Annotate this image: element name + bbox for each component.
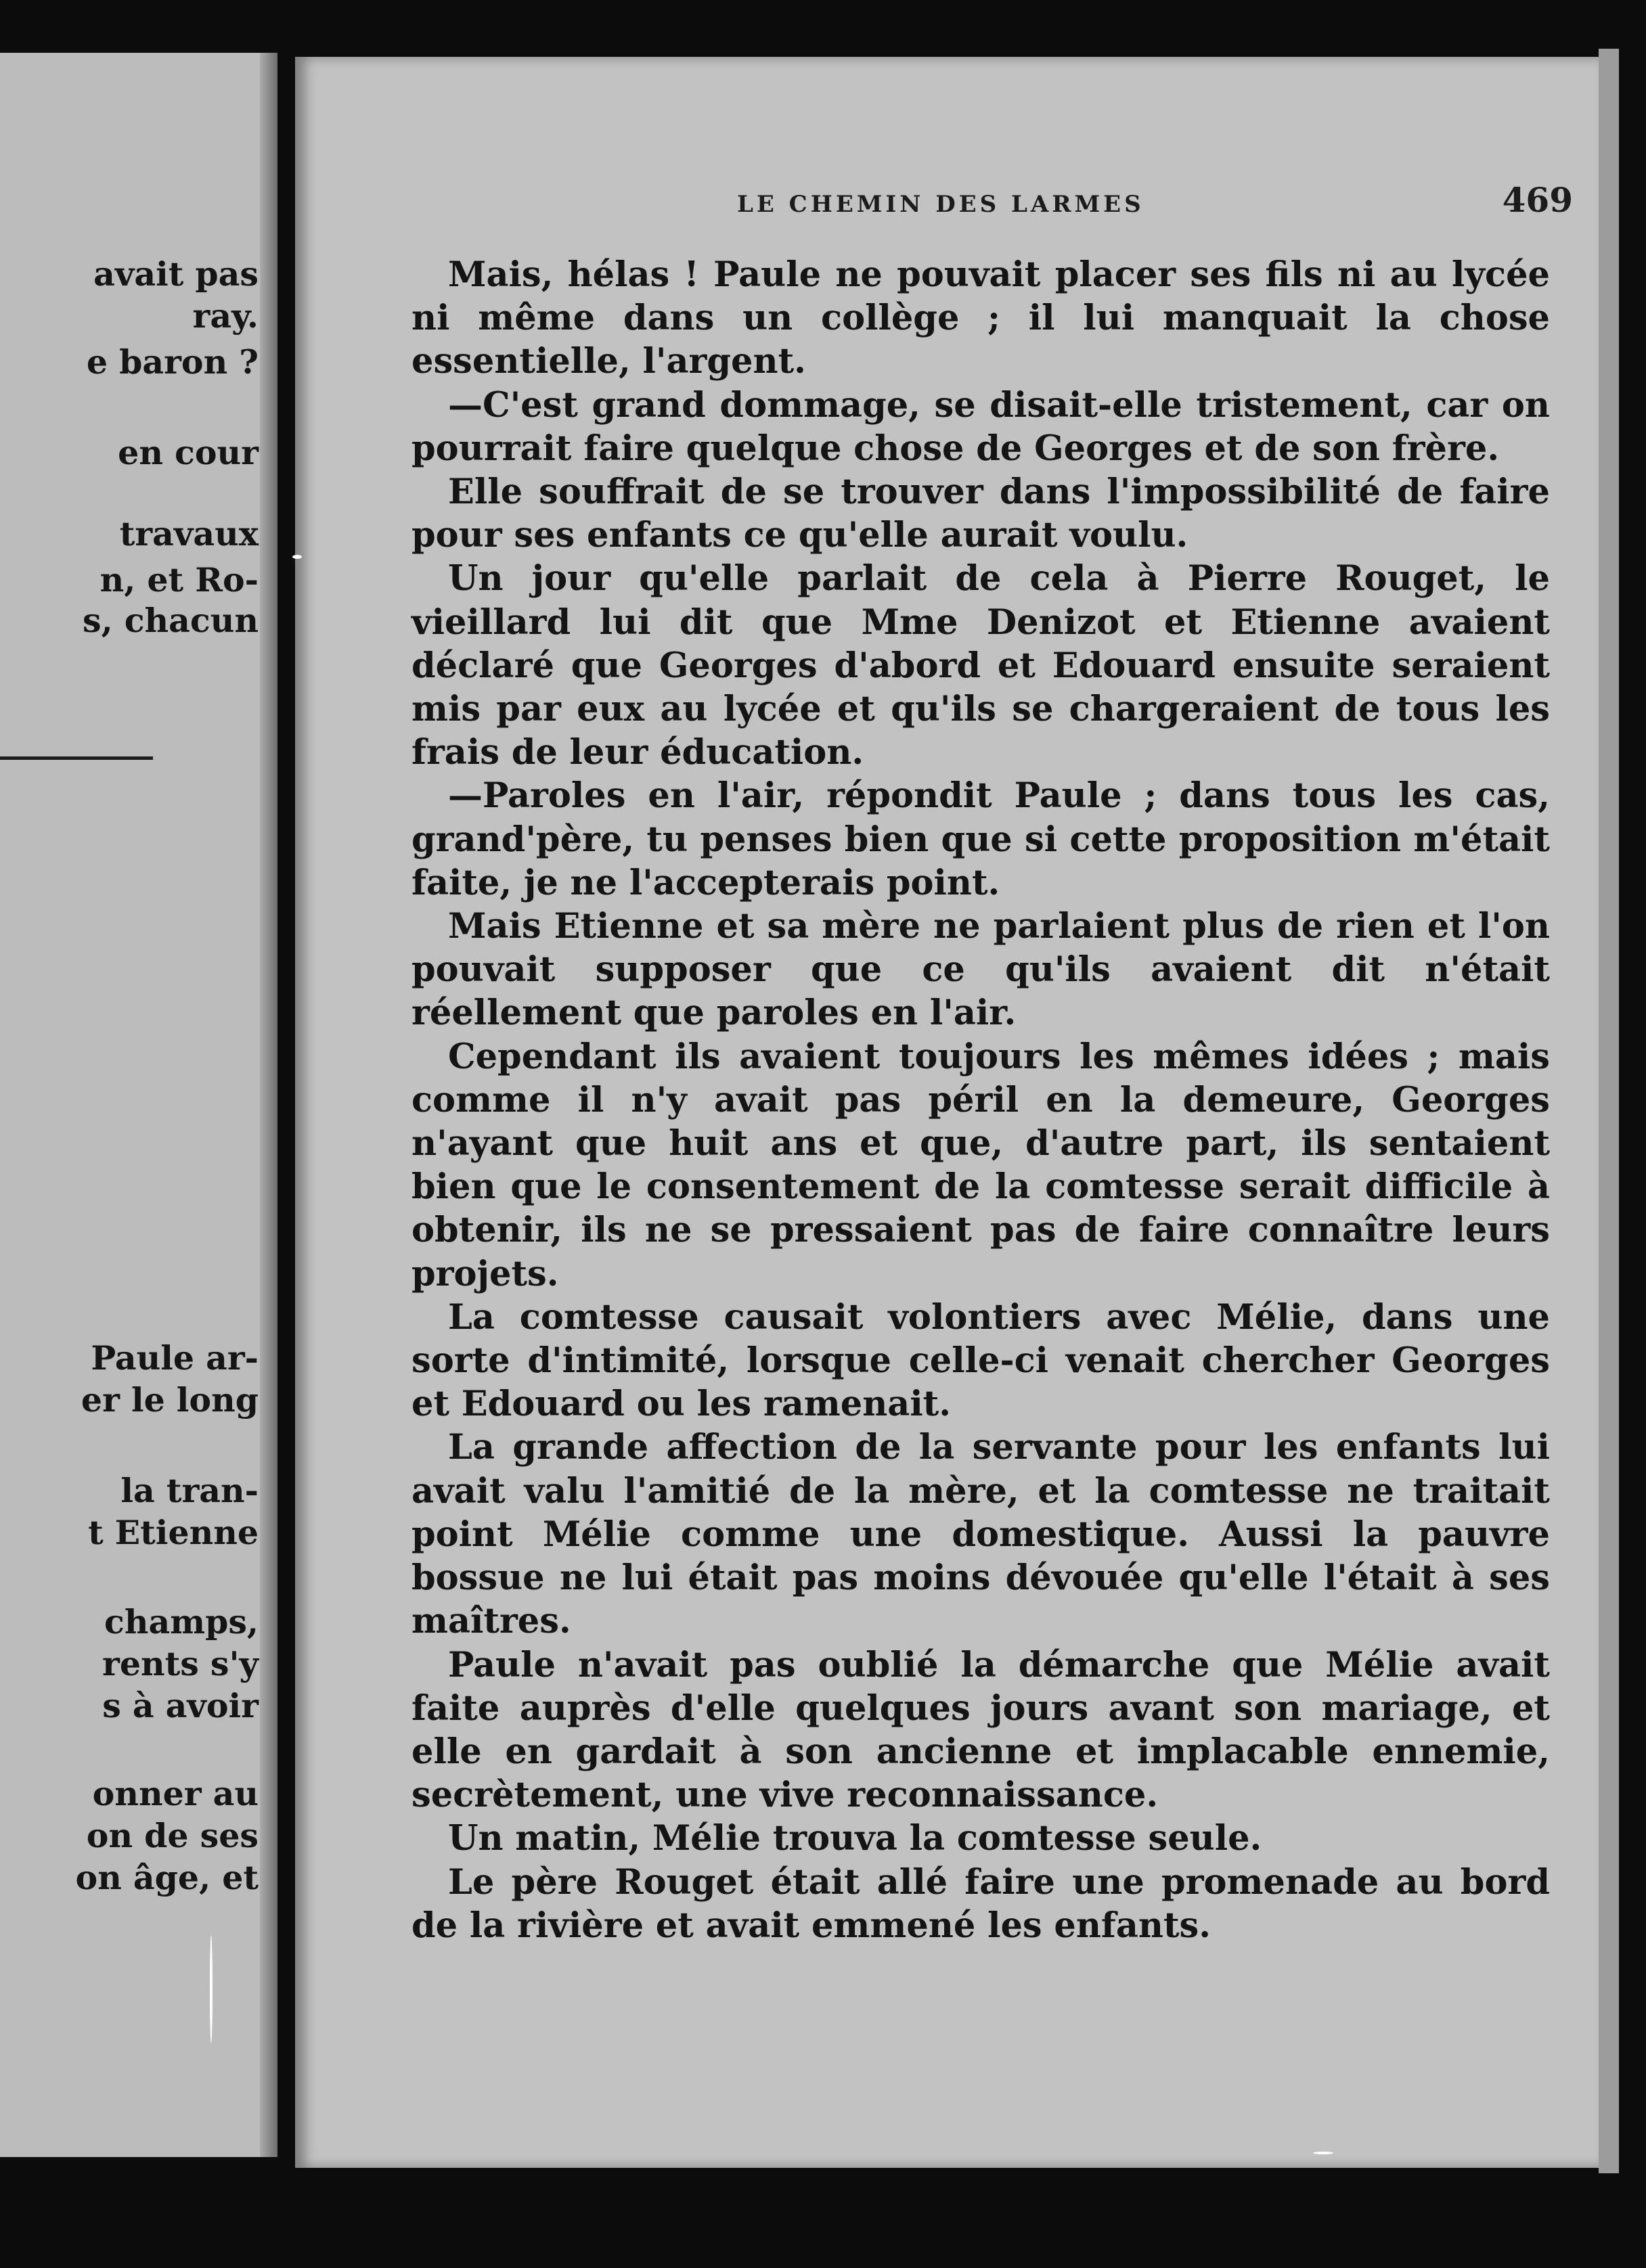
section-divider — [0, 756, 153, 760]
left-line: ray. — [192, 296, 259, 336]
left-line: s à avoir — [102, 1686, 259, 1725]
running-title: LE CHEMIN DES LARMES — [737, 191, 1144, 218]
left-line: er le long — [81, 1380, 259, 1420]
paragraph: Paule n'avait pas oublié la démarche que Mélie avait faite auprès d'elle quelques jours avant son mariage, et elle en gardait à son ancienne et implacable ennemie, secrètement, une vive reconnaissance. — [412, 1644, 1550, 1816]
gutter-shadow — [260, 53, 277, 2157]
left-line: en cour — [118, 433, 259, 472]
left-line: e baron ? — [86, 342, 259, 382]
paragraph: Un jour qu'elle parlait de cela à Pierre Rouget, le vieillard lui dit que Mme Denizot et Etienne avaient déclaré que Georges d'abord et Edouard ensuite seraient mis par eux au lycée et qu'ils se chargeraient de tous les frais de leur éducation. — [412, 558, 1550, 773]
left-line: on âge, et — [75, 1858, 259, 1897]
page-edge — [1599, 49, 1619, 2173]
paragraph: Le père Rouget était allé faire une promenade au bord de la rivière et avait emmené les enfants. — [412, 1861, 1550, 1946]
left-line: Paule ar- — [91, 1338, 259, 1378]
left-line: onner au — [92, 1774, 259, 1813]
left-line: on de ses — [86, 1816, 259, 1855]
scan-speck — [292, 555, 302, 559]
paragraph: —C'est grand dommage, se disait-elle tristement, car on pourrait faire quelque chose de Georges et de son frère. — [412, 384, 1550, 469]
paragraph: Mais, hélas ! Paule ne pouvait placer ses fils ni au lycée ni même dans un collège ; il lui manquait la chose essentielle, l'argent. — [412, 254, 1550, 382]
paragraph: La comtesse causait volontiers avec Mélie, dans une sorte d'intimité, lorsque celle-ci venait chercher Georges et Edouard ou les ramenait. — [412, 1296, 1550, 1425]
left-line: n, et Ro- — [99, 560, 259, 599]
page-header — [295, 180, 1599, 231]
left-line: rents s'y — [102, 1644, 259, 1683]
right-page — [295, 57, 1599, 2168]
left-line: avait pas — [93, 254, 259, 294]
left-page-text — [0, 53, 277, 2157]
paragraph: Mais Etienne et sa mère ne parlaient plus de rien et l'on pouvait supposer que ce qu'ils avaient dit n'était réellement que paroles en l'air. — [412, 906, 1550, 1034]
paragraph: La grande affection de la servante pour les enfants lui avait valu l'amitié de la mère, et la comtesse ne traitait point Mélie comme une domestique. Aussi la pauvre bossue ne lui était pas moins dévouée qu'elle l'était à ses maîtres. — [412, 1427, 1550, 1642]
paragraph: Un matin, Mélie trouva la comtesse seule. — [448, 1818, 1262, 1859]
paragraph: Cependant ils avaient toujours les mêmes idées ; mais comme il n'y avait pas péril en la demeure, Georges n'ayant que huit ans et que, d'autre part, ils sentaient bien que le consentement de la comtesse serait difficile à obtenir, ils ne se pressaient pas de faire connaître leurs projets. — [412, 1036, 1550, 1294]
left-line: la tran- — [120, 1471, 259, 1510]
scan-speck — [1313, 2152, 1333, 2154]
body-text — [412, 253, 1550, 1947]
paragraph: —Paroles en l'air, répondit Paule ; dans tous les cas, grand'père, tu penses bien que si cette proposition m'était faite, je ne l'accepterais point. — [412, 775, 1550, 903]
paragraph: Elle souffrait de se trouver dans l'impossibilité de faire pour ses enfants ce qu'elle aurait voulu. — [412, 472, 1550, 556]
left-line: travaux — [119, 514, 259, 553]
scan-speck — [210, 1935, 213, 2043]
left-line: t Etienne — [88, 1513, 259, 1552]
page-number: 469 — [1502, 180, 1573, 220]
left-line: s, chacun — [82, 601, 259, 640]
left-page-fragment — [0, 53, 277, 2157]
left-line: champs, — [104, 1602, 259, 1641]
